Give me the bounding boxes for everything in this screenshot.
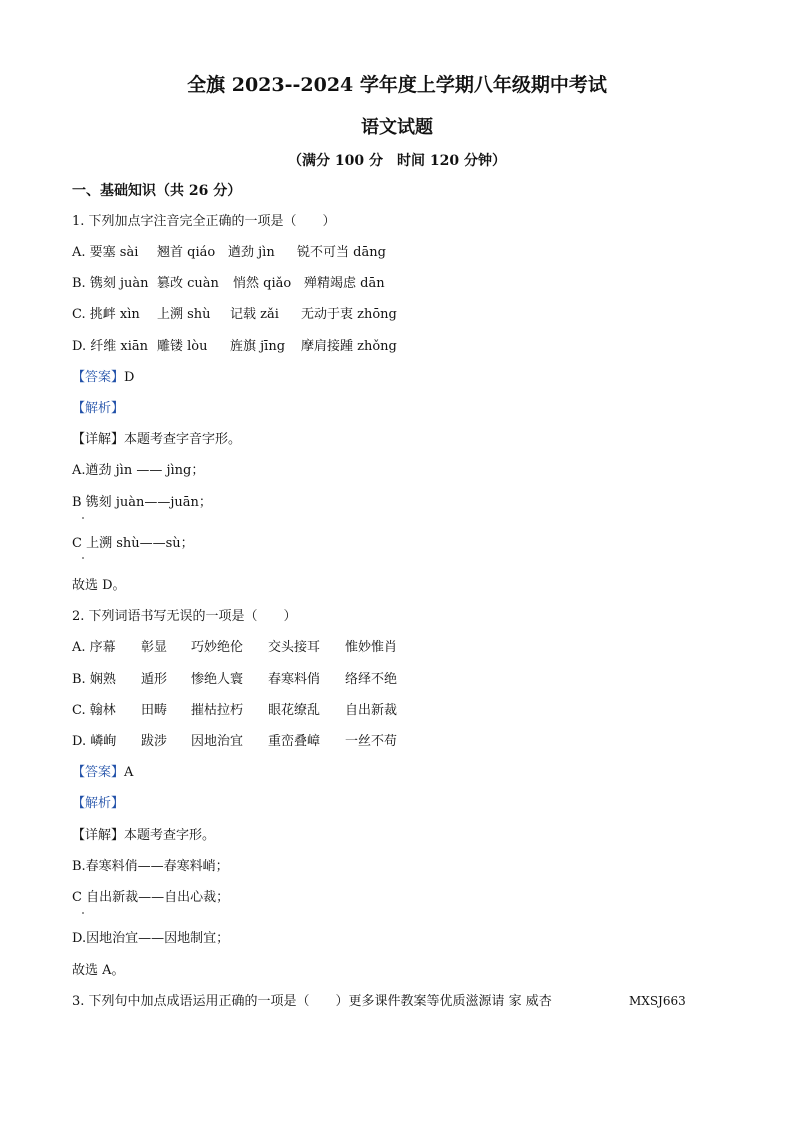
answer-label: 【答案】 — [72, 765, 125, 780]
section-heading: 一、基础知识（共 26 分） — [72, 183, 242, 199]
option-word: 络绎不绝 — [345, 672, 398, 687]
q2-option-d — [72, 733, 397, 751]
q1-option-c — [72, 306, 397, 324]
exam-meta: （满分 100 分 时间 120 分钟） — [288, 153, 506, 169]
exam-title: 全旗 2023--2024 学年度上学期八年级期中考试 — [187, 74, 607, 96]
q1-conclusion: 故选 D。 — [72, 578, 126, 593]
q1-option-b — [72, 275, 385, 293]
option-word: 悄然 qiǎo — [233, 276, 292, 291]
answer-label: 【答案】 — [72, 370, 125, 385]
option-word: 自出新裁 — [345, 703, 398, 718]
q2-conclusion: 故选 A。 — [72, 963, 125, 978]
option-word: C. 翰林 — [72, 703, 116, 718]
q2-note: B.春寒料俏——春寒料峭； — [72, 859, 229, 874]
q2-option-c — [72, 702, 397, 720]
option-word: 翘首 qiáo — [157, 245, 216, 260]
option-word: 摩肩接踵 zhǒng — [301, 339, 397, 354]
option-word: 彰显 — [141, 640, 168, 655]
option-word: 因地治宜 — [191, 734, 244, 749]
option-word: 跋涉 — [141, 734, 168, 749]
option-word: C. 挑衅 xìn — [72, 307, 140, 322]
option-word: 上溯 shù — [157, 307, 211, 322]
answer-value: D — [124, 370, 135, 385]
option-word: 摧枯拉朽 — [191, 703, 244, 718]
q2-option-a — [72, 639, 397, 657]
option-word: 旌旗 jīng — [230, 339, 286, 354]
option-word: 田畴 — [141, 703, 168, 718]
q2-option-b — [72, 671, 397, 689]
option-word: 殚精竭虑 dān — [304, 276, 385, 291]
q1-option-a — [72, 244, 386, 262]
q1-answer — [72, 369, 134, 387]
option-word: A. 要塞 sài — [72, 245, 139, 260]
q1-note: C 上溯 shù——sù； — [72, 536, 194, 551]
option-word: 篡改 cuàn — [157, 276, 219, 291]
option-word: 春寒料俏 — [268, 672, 321, 687]
option-word: B. 镌刻 juàn — [72, 276, 149, 291]
q1-note: B 镌刻 juàn——juān； — [72, 495, 212, 510]
option-word: 记载 zǎi — [230, 307, 279, 322]
option-word: 惟妙惟肖 — [345, 640, 398, 655]
doc-code: MXSJ663 — [629, 994, 686, 1008]
q1-stem: 1. 下列加点字注音完全正确的一项是（ ） — [72, 214, 336, 229]
q2-note: D.因地治宜——因地制宜； — [72, 931, 230, 946]
q2-answer — [72, 764, 133, 782]
subject-title: 语文试题 — [361, 117, 433, 138]
q2-stem: 2. 下列词语书写无误的一项是（ ） — [72, 609, 297, 624]
q2-note: C 自出新裁——自出心裁； — [72, 890, 230, 905]
option-word: D. 嶙峋 — [72, 734, 117, 749]
option-word: B. 娴熟 — [72, 672, 116, 687]
option-word: 眼花缭乱 — [268, 703, 321, 718]
q1-analysis-label: 【解析】 — [72, 401, 125, 416]
option-word: A. 序幕 — [72, 640, 116, 655]
q2-detail: 【详解】本题考查字形。 — [72, 828, 216, 843]
q1-option-d — [72, 338, 397, 356]
q3-stem: 3. 下列句中加点成语运用正确的一项是（ ）更多课件教案等优质滋源请 家 威杏 — [72, 994, 552, 1009]
option-word: 巧妙绝伦 — [191, 640, 244, 655]
option-word: 锐不可当 dāng — [297, 245, 386, 260]
answer-value: A — [124, 765, 134, 780]
option-word: 交头接耳 — [268, 640, 321, 655]
option-word: 重峦叠嶂 — [268, 734, 321, 749]
option-word: 遒劲 jìn — [228, 245, 275, 260]
option-word: 遁形 — [141, 672, 168, 687]
option-word: 一丝不苟 — [345, 734, 398, 749]
mark-dot — [82, 517, 84, 519]
option-word: 惨绝人寰 — [191, 672, 244, 687]
q1-detail: 【详解】本题考查字音字形。 — [72, 432, 242, 447]
option-word: 无动于衷 zhōng — [301, 307, 397, 322]
option-word: 雕镂 lòu — [157, 339, 208, 354]
q2-analysis-label: 【解析】 — [72, 796, 125, 811]
mark-dot — [82, 912, 84, 914]
option-word: D. 纤维 xiān — [72, 339, 148, 354]
q1-note: A.遒劲 jìn —— jìng； — [72, 463, 205, 478]
mark-dot — [82, 557, 84, 559]
